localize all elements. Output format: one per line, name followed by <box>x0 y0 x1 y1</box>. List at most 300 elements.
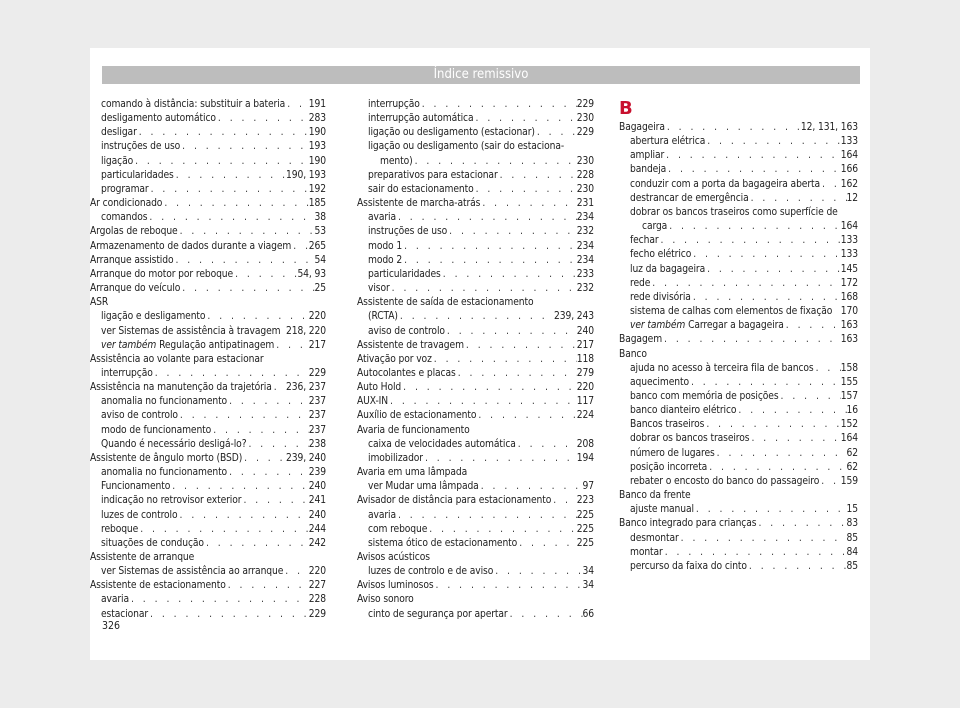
entry-page-ref: 228 <box>308 594 326 606</box>
entry-text <box>101 424 211 438</box>
entry-text <box>101 537 204 551</box>
entry-page-ref: 227 <box>308 580 326 592</box>
entry-page-ref: 172 <box>840 277 858 289</box>
entry-label: Bagageira <box>619 122 665 133</box>
entry-text <box>630 503 694 517</box>
entry-label: sair do estacionamento <box>368 183 474 195</box>
entry-label: Ar condicionado <box>90 198 163 210</box>
entry-label: ver Sistemas de assistência à travagem <box>101 325 281 337</box>
entry-label: luzes de controlo e de aviso <box>368 566 494 578</box>
entry-label: Auto Hold <box>357 382 402 394</box>
dot-leader <box>401 381 577 395</box>
dot-leader <box>283 565 309 579</box>
entry-text <box>619 121 665 135</box>
entry-page-ref: 118 <box>576 353 594 365</box>
entry-text <box>101 480 170 494</box>
dot-leader <box>227 466 309 480</box>
entry-page-ref: 66 <box>582 608 594 620</box>
entry-text <box>368 310 398 324</box>
dot-leader <box>689 376 841 390</box>
entry-label: banco dianteiro elétrico <box>630 405 737 417</box>
index-entry <box>619 432 858 446</box>
entry-page-ref: 34 <box>582 566 594 578</box>
entry-text <box>90 282 180 296</box>
entry-label: comandos <box>101 212 148 224</box>
entry-text <box>368 325 445 339</box>
dot-leader <box>149 183 309 197</box>
entry-page-ref: 158 <box>840 362 858 374</box>
entry-text <box>368 452 423 466</box>
dot-leader <box>456 367 577 381</box>
entry-text <box>90 452 242 466</box>
entry-page-ref: 232 <box>576 226 594 238</box>
dot-leader <box>423 452 577 466</box>
entry-page-ref: 230 <box>576 155 594 167</box>
dot-leader <box>756 517 846 531</box>
entry-text <box>101 523 138 537</box>
entry-page-ref: 133 <box>840 136 858 148</box>
dot-leader <box>650 277 841 291</box>
entry-page-ref: 190, 193 <box>286 169 326 181</box>
index-entry <box>90 565 326 579</box>
entry-text <box>90 268 233 282</box>
index-entry <box>357 509 594 523</box>
dot-leader <box>174 169 286 183</box>
index-entry <box>357 608 594 622</box>
entry-label: fechar <box>630 235 659 247</box>
index-entry <box>90 509 326 523</box>
entry-text <box>357 409 476 423</box>
entry-page-ref: 229 <box>308 367 326 379</box>
index-entry <box>357 452 594 466</box>
index-entry <box>357 565 594 579</box>
entry-label: desligar <box>101 127 137 139</box>
dot-leader <box>173 254 314 268</box>
entry-text <box>630 432 749 446</box>
entry-page-ref: 97 <box>582 481 594 493</box>
entry-label: rede divisória <box>630 291 691 303</box>
entry-label: rebater o encosto do banco do passageiro <box>630 475 820 487</box>
index-entry <box>619 362 858 376</box>
entry-text <box>630 263 705 277</box>
entry-text <box>630 277 650 291</box>
entry-text <box>101 112 216 126</box>
index-entry <box>90 211 326 225</box>
entry-label: Bancos traseiros <box>630 419 705 431</box>
index-entry <box>619 404 858 418</box>
entry-page-ref: 164 <box>840 221 858 233</box>
entry-page-ref: 192 <box>308 183 326 195</box>
index-entry <box>357 268 594 282</box>
entry-label: Funcionamento <box>101 481 171 493</box>
index-heading: Avaria de funcionamento <box>357 424 470 436</box>
index-entry <box>90 424 326 438</box>
dot-leader <box>480 197 576 211</box>
entry-page-ref: 240 <box>308 509 326 521</box>
entry-page-ref: 85 <box>846 532 858 544</box>
entry-label: luzes de controlo <box>101 509 178 521</box>
entry-label: instruções de uso <box>101 141 181 153</box>
entry-text <box>357 579 434 593</box>
index-entry <box>357 438 594 452</box>
entry-text <box>630 248 691 262</box>
entry-page-ref: 12 <box>846 192 858 204</box>
index-entry <box>90 381 326 395</box>
entry-text <box>630 291 691 305</box>
entry-label: ampliar <box>630 150 665 162</box>
entry-text <box>368 211 396 225</box>
entry-page-ref: 239, 240 <box>286 452 326 464</box>
entry-page-ref: 228 <box>576 169 594 181</box>
entry-page-ref: 230 <box>576 113 594 125</box>
entry-text <box>101 98 285 112</box>
dot-leader <box>133 155 309 169</box>
index-entry <box>357 523 594 537</box>
entry-label: conduzir com a porta da bagageira aberta <box>630 178 821 190</box>
entry-page-ref: 164 <box>840 433 858 445</box>
page-header: Índice remissivo <box>102 66 860 84</box>
entry-page-ref: 233 <box>576 268 594 280</box>
entry-text <box>357 381 401 395</box>
entry-label: particularidades <box>101 169 174 181</box>
entry-text <box>368 112 474 126</box>
index-column-3 <box>619 98 858 574</box>
entry-page-ref: 166 <box>840 164 858 176</box>
dot-leader <box>707 461 846 475</box>
entry-text <box>357 395 388 409</box>
index-entry <box>619 418 858 432</box>
index-entry <box>90 254 326 268</box>
entry-page-ref: 163 <box>840 320 858 332</box>
entry-text <box>630 319 784 333</box>
entry-label: destrancar de emergência <box>630 192 749 204</box>
entry-text <box>101 367 153 381</box>
entry-page-ref: 62 <box>846 447 858 459</box>
entry-label: sistema ótico de estacionamento <box>368 537 518 549</box>
entry-page-ref: 208 <box>576 438 594 450</box>
entry-page-ref: 240 <box>576 325 594 337</box>
dot-leader <box>178 225 315 239</box>
entry-page-ref: 191 <box>308 99 326 110</box>
entry-text <box>357 339 464 353</box>
dot-leader <box>493 565 582 579</box>
entry-page-ref: 54, 93 <box>297 268 326 280</box>
entry-page-ref: 133 <box>840 235 858 247</box>
index-heading: Banco <box>619 348 647 360</box>
index-entry <box>619 234 858 248</box>
dot-leader <box>820 178 841 192</box>
entry-label: Autocolantes e placas <box>357 367 456 379</box>
entry-text <box>630 475 819 489</box>
entry-label: programar <box>101 183 149 195</box>
index-entry <box>357 395 594 409</box>
entry-text <box>630 362 814 376</box>
entry-text <box>368 480 479 494</box>
dot-leader <box>129 593 309 607</box>
dot-leader <box>242 452 286 466</box>
entry-text <box>630 461 707 475</box>
dot-leader <box>498 169 577 183</box>
entry-text <box>630 149 664 163</box>
entry-page-ref: 190 <box>308 127 326 139</box>
entry-label: visor <box>368 283 390 295</box>
entry-text <box>90 197 162 211</box>
index-entry <box>357 537 594 551</box>
entry-label: aviso de controlo <box>368 325 445 337</box>
entry-label: reboque <box>101 523 139 535</box>
dot-leader <box>535 126 577 140</box>
entry-page-ref: 229 <box>576 99 594 110</box>
entry-text <box>368 608 508 622</box>
entry-label: banco com memória de posições <box>630 390 779 402</box>
entry-text <box>90 240 291 254</box>
index-entry <box>357 353 594 367</box>
entry-label: anomalia no funcionamento <box>101 396 228 408</box>
entry-label: Regulação antipatinagem <box>156 339 275 351</box>
entry-label: modo 2 <box>368 254 403 266</box>
entry-page-ref: 240 <box>308 481 326 493</box>
entry-label: montar <box>630 546 663 558</box>
entry-label: interrupção <box>368 99 420 110</box>
index-entry <box>357 282 594 296</box>
entry-label: Assistente de estacionamento <box>90 580 226 592</box>
index-entry <box>619 192 858 206</box>
index-entry <box>90 466 326 480</box>
dot-leader <box>216 112 309 126</box>
entry-label: Armazenamento de dados durante a viagem <box>90 240 292 252</box>
entry-text <box>101 325 281 339</box>
entry-page-ref: 224 <box>576 410 594 422</box>
index-entry <box>90 197 326 211</box>
index-entry <box>90 523 326 537</box>
entry-page-ref: 242 <box>308 537 326 549</box>
entry-label: Carregar a bagageira <box>685 320 784 332</box>
index-entry <box>357 409 594 423</box>
index-entry <box>90 480 326 494</box>
dot-leader <box>205 310 308 324</box>
dot-leader <box>204 537 309 551</box>
entry-label: Assistente de marcha-atrás <box>357 198 481 210</box>
dot-leader <box>147 211 314 225</box>
dot-leader <box>784 319 841 333</box>
entry-label: posição incorreta <box>630 461 708 473</box>
index-entry <box>90 438 326 452</box>
entry-page-ref: 220 <box>576 382 594 394</box>
entry-label: rede <box>630 277 651 289</box>
index-entry <box>619 503 858 517</box>
entry-page-ref: 34 <box>582 580 594 592</box>
entry-text <box>368 225 447 239</box>
entry-page-ref: 229 <box>576 127 594 139</box>
index-heading: Aviso sonoro <box>357 594 414 606</box>
entry-label: Arranque do veículo <box>90 283 181 295</box>
dot-leader <box>551 494 577 508</box>
index-entry <box>357 155 594 169</box>
entry-text <box>90 225 178 239</box>
entry-label: situações de condução <box>101 537 204 549</box>
dot-leader <box>233 268 297 282</box>
entry-text <box>357 353 432 367</box>
index-heading: Assistência ao volante para estacionar <box>90 353 264 365</box>
entry-text <box>368 268 441 282</box>
entry-label: Auxílio de estacionamento <box>357 410 477 422</box>
index-entry <box>90 282 326 296</box>
entry-label: Ativação por voz <box>357 353 432 365</box>
entry-label: AUX-IN <box>357 396 389 408</box>
entry-page-ref: 162 <box>840 178 858 190</box>
dot-leader <box>226 579 309 593</box>
index-letter: B <box>619 98 633 119</box>
index-entry <box>357 339 594 353</box>
entry-label: instruções de uso <box>368 226 448 238</box>
entry-page-ref: 236, 237 <box>286 382 326 394</box>
index-entry <box>619 135 858 149</box>
index-entry <box>90 537 326 551</box>
dot-leader <box>662 333 841 347</box>
entry-page-ref: 265 <box>308 240 326 252</box>
index-entry <box>619 248 858 262</box>
index-entry <box>90 452 326 466</box>
entry-page-ref: 237 <box>308 424 326 436</box>
index-entry <box>619 560 858 574</box>
entry-label: comando à distância: substituir a bateria <box>101 99 286 110</box>
entry-page-ref: 217 <box>576 339 594 351</box>
entry-text <box>357 367 456 381</box>
entry-page-ref: 225 <box>576 523 594 535</box>
index-entry <box>357 310 594 324</box>
dot-leader <box>517 537 577 551</box>
entry-page-ref: 237 <box>308 396 326 408</box>
dot-leader <box>227 395 309 409</box>
entry-label: ver Mudar uma lâmpada <box>368 481 479 493</box>
entry-page-ref: 15 <box>846 504 858 516</box>
dot-leader <box>479 480 583 494</box>
entry-label: luz da bagageira <box>630 263 706 275</box>
dot-leader <box>402 240 577 254</box>
entry-text <box>630 418 704 432</box>
index-entry <box>90 112 326 126</box>
entry-text <box>368 523 427 537</box>
entry-text <box>368 254 402 268</box>
index-entry <box>619 277 858 291</box>
entry-text <box>101 509 178 523</box>
index-heading: Banco da frente <box>619 490 691 502</box>
dot-leader <box>427 523 577 537</box>
index-entry <box>619 532 858 546</box>
entry-label: modo 1 <box>368 240 403 252</box>
index-entry <box>619 220 858 234</box>
entry-text <box>619 333 662 347</box>
entry-label: carga <box>642 221 668 233</box>
index-entry <box>619 376 858 390</box>
entry-label: sistema de calhas com elementos de fixação <box>630 306 833 318</box>
entry-text <box>630 546 663 560</box>
index-column-1 <box>90 98 326 622</box>
entry-page-ref: 229 <box>308 608 326 620</box>
entry-page-ref: 218, 220 <box>286 325 326 337</box>
dot-leader <box>432 353 577 367</box>
entry-label: caixa de velocidades automática <box>368 438 516 450</box>
entry-page-ref: 194 <box>576 452 594 464</box>
index-entry <box>619 390 858 404</box>
entry-page-ref: 237 <box>308 410 326 422</box>
index-entry <box>90 579 326 593</box>
entry-page-ref: 230 <box>576 183 594 195</box>
entry-see-also: ver também <box>630 320 686 332</box>
dot-leader <box>138 523 309 537</box>
dot-leader <box>666 163 841 177</box>
entry-page-ref: 220 <box>308 311 326 323</box>
index-heading: dobrar os bancos traseiros como superfície de <box>630 206 838 218</box>
entry-label: Assistente de travagem <box>357 339 464 351</box>
entry-label: Avisos luminosos <box>357 580 434 592</box>
index-heading: Avisos acústicos <box>357 552 430 563</box>
entry-label: estacionar <box>101 608 149 620</box>
index-entry <box>90 240 326 254</box>
dot-leader <box>691 248 841 262</box>
dot-leader <box>413 155 577 169</box>
index-entry <box>357 211 594 225</box>
entry-text <box>101 126 137 140</box>
dot-leader <box>704 418 840 432</box>
index-entry <box>357 494 594 508</box>
index-heading: Assistente de saída de estacionamento <box>357 297 534 309</box>
entry-label: número de lugares <box>630 447 715 459</box>
dot-leader <box>180 140 309 154</box>
entry-page-ref: 164 <box>840 150 858 162</box>
entry-page-ref: 12, 131, 163 <box>800 122 858 133</box>
entry-text <box>101 310 205 324</box>
dot-leader <box>285 98 309 112</box>
dot-leader <box>694 503 847 517</box>
entry-text <box>630 178 820 192</box>
entry-label: avaria <box>101 594 129 606</box>
entry-page-ref: 220 <box>308 566 326 578</box>
dot-leader <box>420 98 577 112</box>
entry-text <box>630 560 747 574</box>
dot-leader <box>476 409 576 423</box>
entry-text <box>101 155 133 169</box>
index-entry <box>619 149 858 163</box>
entry-label: interrupção automática <box>368 113 474 125</box>
entry-page-ref: 62 <box>846 461 858 473</box>
entry-text <box>630 135 705 149</box>
entry-text <box>630 532 679 546</box>
entry-text <box>90 381 272 395</box>
index-heading: ligação ou desligamento (sair do estaciona- <box>368 141 565 153</box>
dot-leader <box>153 367 309 381</box>
index-entry <box>90 409 326 423</box>
entry-text <box>368 126 535 140</box>
entry-text <box>101 211 147 225</box>
entry-page-ref: 225 <box>576 509 594 521</box>
entry-page-ref: 217 <box>308 339 326 351</box>
dot-leader <box>211 424 309 438</box>
dot-leader <box>664 149 841 163</box>
entry-text <box>101 494 241 508</box>
dot-leader <box>170 480 309 494</box>
entry-text <box>101 466 227 480</box>
index-heading: Assistente de arranque <box>90 552 195 563</box>
index-entry <box>619 291 858 305</box>
dot-leader <box>398 310 554 324</box>
index-entry <box>619 121 858 135</box>
entry-page-ref: 53 <box>314 226 326 238</box>
index-entry <box>90 183 326 197</box>
index-entry <box>357 183 594 197</box>
index-entry <box>619 178 858 192</box>
dot-leader <box>434 579 583 593</box>
